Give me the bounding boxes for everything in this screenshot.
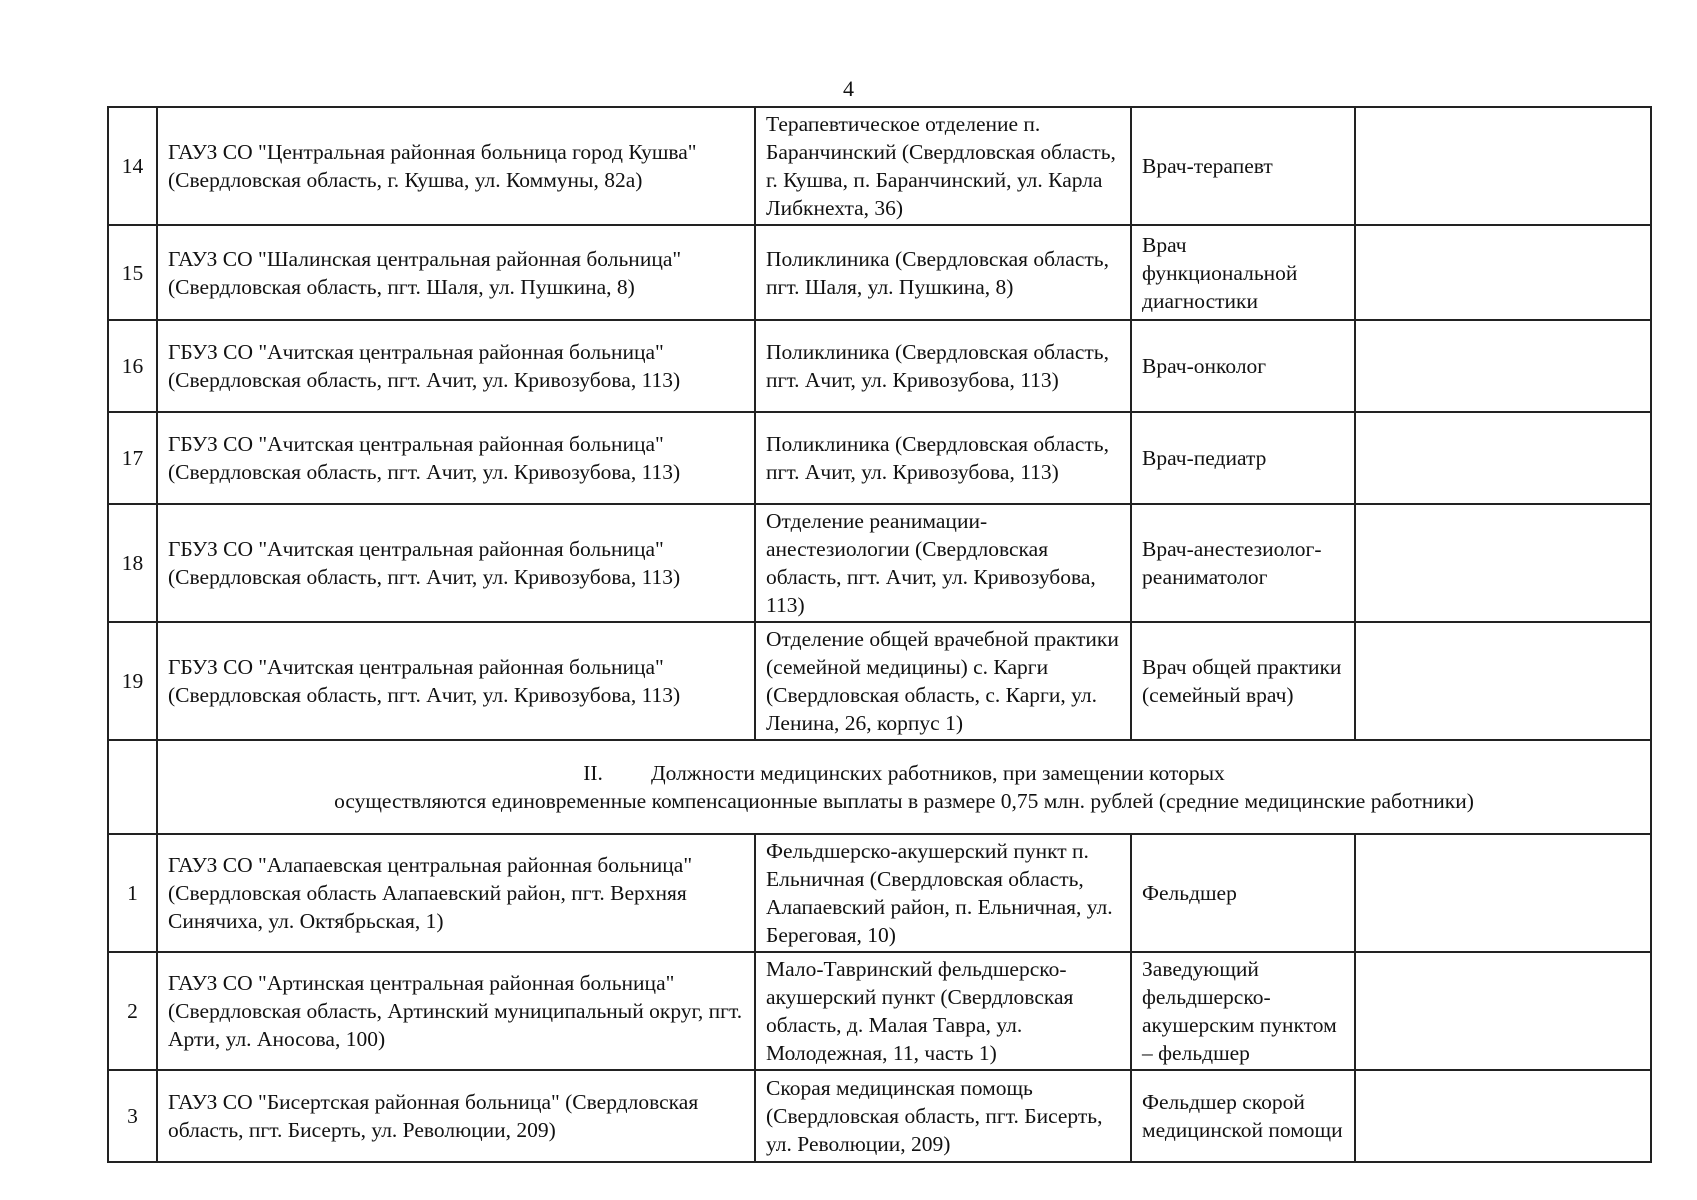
department-cell: Терапевтическое отделение п. Баранчинский (Свердловская область, г. Кушва, п. Баранчинский, ул. Карла Либкнехта, 36) xyxy=(755,107,1131,225)
position-cell: Врач-онколог xyxy=(1131,320,1355,412)
position-cell: Врач функциональной диагностики xyxy=(1131,225,1355,320)
row-number: 17 xyxy=(108,412,157,504)
department-cell: Фельдшерско-акушерский пункт п. Ельничная (Свердловская область, Алапаевский район, п. Ельничная, ул. Береговая, 10) xyxy=(755,834,1131,952)
row-number: 16 xyxy=(108,320,157,412)
empty-cell xyxy=(1355,504,1651,622)
department-cell: Поликлиника (Свердловская область, пгт. Ачит, ул. Кривозубова, 113) xyxy=(755,412,1131,504)
empty-cell xyxy=(1355,412,1651,504)
table-row xyxy=(108,834,1651,952)
empty-cell xyxy=(1355,834,1651,952)
positions-table xyxy=(107,106,1652,1163)
row-number: 1 xyxy=(108,834,157,952)
page-number: 4 xyxy=(843,76,854,101)
table-row xyxy=(108,412,1651,504)
department-cell: Отделение общей врачебной практики (семейной медицины) с. Карги (Свердловская область, с. Карги, ул. Ленина, 26, корпус 1) xyxy=(755,622,1131,740)
table-row xyxy=(108,225,1651,320)
section-header-row xyxy=(108,740,1651,834)
position-cell: Фельдшер xyxy=(1131,834,1355,952)
section-title-line1: Должности медицинских работников, при замещении которых xyxy=(650,761,1225,785)
row-number: 15 xyxy=(108,225,157,320)
position-cell: Заведующий фельдшерско-акушерским пунктом – фельдшер xyxy=(1131,952,1355,1070)
position-cell: Врач-педиатр xyxy=(1131,412,1355,504)
organization-cell: ГБУЗ СО "Ачитская центральная районная больница" (Свердловская область, пгт. Ачит, ул. Кривозубова, 113) xyxy=(157,622,755,740)
department-cell: Мало-Тавринский фельдшерско-акушерский пункт (Свердловская область, д. Малая Тавра, ул. Молодежная, 11, часть 1) xyxy=(755,952,1131,1070)
table-row xyxy=(108,107,1651,225)
table-row xyxy=(108,1070,1651,1162)
table-row xyxy=(108,320,1651,412)
section-heading xyxy=(157,740,1651,834)
department-cell: Отделение реанимации-анестезиологии (Свердловская область, пгт. Ачит, ул. Кривозубова, 113) xyxy=(755,504,1131,622)
organization-cell: ГАУЗ СО "Артинская центральная районная больница" (Свердловская область, Артинский муниципальный округ, пгт. Арти, ул. Аносова, 100) xyxy=(157,952,755,1070)
position-cell: Врач общей практики (семейный врач) xyxy=(1131,622,1355,740)
empty-cell xyxy=(1355,1070,1651,1162)
empty-cell xyxy=(108,740,157,834)
organization-cell: ГАУЗ СО "Алапаевская центральная районная больница" (Свердловская область Алапаевский район, пгт. Верхняя Синячиха, ул. Октябрьская, 1) xyxy=(157,834,755,952)
table-row xyxy=(108,952,1651,1070)
section-number: II. xyxy=(583,761,603,785)
empty-cell xyxy=(1355,952,1651,1070)
organization-cell: ГБУЗ СО "Ачитская центральная районная больница" (Свердловская область, пгт. Ачит, ул. Кривозубова, 113) xyxy=(157,412,755,504)
organization-cell: ГБУЗ СО "Ачитская центральная районная больница" (Свердловская область, пгт. Ачит, ул. Кривозубова, 113) xyxy=(157,320,755,412)
row-number: 3 xyxy=(108,1070,157,1162)
organization-cell: ГАУЗ СО "Бисертская районная больница" (Свердловская область, пгт. Бисерть, ул. Революции, 209) xyxy=(157,1070,755,1162)
department-cell: Поликлиника (Свердловская область, пгт. Ачит, ул. Кривозубова, 113) xyxy=(755,320,1131,412)
empty-cell xyxy=(1355,107,1651,225)
row-number: 14 xyxy=(108,107,157,225)
organization-cell: ГБУЗ СО "Ачитская центральная районная больница" (Свердловская область, пгт. Ачит, ул. Кривозубова, 113) xyxy=(157,504,755,622)
department-cell: Поликлиника (Свердловская область, пгт. Шаля, ул. Пушкина, 8) xyxy=(755,225,1131,320)
table-row xyxy=(108,622,1651,740)
section-title-line2: осуществляются единовременные компенсационные выплаты в размере 0,75 млн. рублей (средние медицинские работники) xyxy=(334,789,1474,813)
row-number: 2 xyxy=(108,952,157,1070)
empty-cell xyxy=(1355,225,1651,320)
organization-cell: ГАУЗ СО "Шалинская центральная районная больница" (Свердловская область, пгт. Шаля, ул. Пушкина, 8) xyxy=(157,225,755,320)
row-number: 19 xyxy=(108,622,157,740)
department-cell: Скорая медицинская помощь (Свердловская область, пгт. Бисерть, ул. Революции, 209) xyxy=(755,1070,1131,1162)
position-cell: Врач-терапевт xyxy=(1131,107,1355,225)
empty-cell xyxy=(1355,622,1651,740)
empty-cell xyxy=(1355,320,1651,412)
position-cell: Фельдшер скорой медицинской помощи xyxy=(1131,1070,1355,1162)
organization-cell: ГАУЗ СО "Центральная районная больница город Кушва" (Свердловская область, г. Кушва, ул. Коммуны, 82а) xyxy=(157,107,755,225)
table-row xyxy=(108,504,1651,622)
row-number: 18 xyxy=(108,504,157,622)
position-cell: Врач-анестезиолог-реаниматолог xyxy=(1131,504,1355,622)
